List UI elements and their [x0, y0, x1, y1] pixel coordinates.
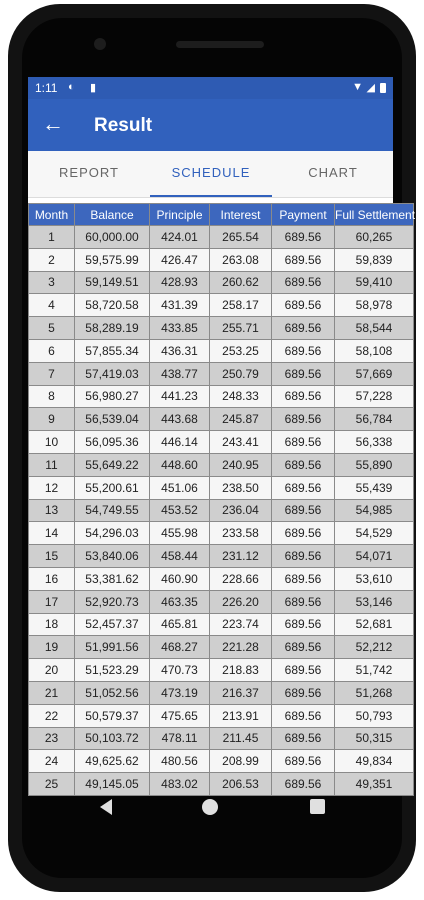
cell-month: 3	[29, 271, 75, 294]
cell-month: 9	[29, 408, 75, 431]
cell-balance: 58,720.58	[75, 294, 150, 317]
cell-interest: 228.66	[210, 567, 272, 590]
cell-payment: 689.56	[272, 453, 335, 476]
cell-interest: 255.71	[210, 317, 272, 340]
cell-month: 5	[29, 317, 75, 340]
cell-balance: 55,200.61	[75, 476, 150, 499]
cell-full-settlement: 49,834	[335, 750, 414, 773]
cell-payment: 689.56	[272, 681, 335, 704]
cell-month: 1	[29, 226, 75, 249]
cell-month: 16	[29, 567, 75, 590]
cell-month: 7	[29, 362, 75, 385]
cell-principle: 443.68	[150, 408, 210, 431]
cell-month: 15	[29, 545, 75, 568]
cell-interest: 208.99	[210, 750, 272, 773]
column-header-month: Month	[29, 204, 75, 226]
triangle-back-icon[interactable]	[100, 799, 112, 815]
cell-full-settlement: 58,978	[335, 294, 414, 317]
cell-balance: 51,052.56	[75, 681, 150, 704]
cell-interest: 213.91	[210, 704, 272, 727]
battery-icon	[380, 83, 386, 93]
cell-principle: 455.98	[150, 522, 210, 545]
cell-principle: 448.60	[150, 453, 210, 476]
cell-interest: 233.58	[210, 522, 272, 545]
cell-balance: 50,103.72	[75, 727, 150, 750]
cell-full-settlement: 59,839	[335, 248, 414, 271]
cell-payment: 689.56	[272, 294, 335, 317]
cell-month: 11	[29, 453, 75, 476]
cell-balance: 50,579.37	[75, 704, 150, 727]
cell-month: 13	[29, 499, 75, 522]
cell-month: 21	[29, 681, 75, 704]
cell-principle: 483.02	[150, 773, 210, 796]
tab-label: CHART	[308, 165, 358, 180]
cell-payment: 689.56	[272, 476, 335, 499]
cell-principle: 478.11	[150, 727, 210, 750]
cell-full-settlement: 59,410	[335, 271, 414, 294]
cell-principle: 436.31	[150, 339, 210, 362]
arrow-left-icon[interactable]: ←	[42, 111, 64, 136]
cell-month: 17	[29, 590, 75, 613]
cell-balance: 56,095.36	[75, 431, 150, 454]
cell-interest: 265.54	[210, 226, 272, 249]
table-row	[29, 226, 414, 249]
table-row	[29, 317, 414, 340]
table-header-row	[29, 204, 414, 226]
table-row	[29, 727, 414, 750]
cell-balance: 52,457.37	[75, 613, 150, 636]
cell-interest: 206.53	[210, 773, 272, 796]
cell-balance: 59,149.51	[75, 271, 150, 294]
tab-schedule[interactable]	[150, 151, 272, 197]
cell-payment: 689.56	[272, 317, 335, 340]
cell-month: 4	[29, 294, 75, 317]
cell-full-settlement: 54,071	[335, 545, 414, 568]
cell-principle: 433.85	[150, 317, 210, 340]
table-row	[29, 545, 414, 568]
cell-full-settlement: 56,338	[335, 431, 414, 454]
cell-full-settlement: 52,212	[335, 636, 414, 659]
cell-payment: 689.56	[272, 704, 335, 727]
cell-balance: 55,649.22	[75, 453, 150, 476]
cell-balance: 54,296.03	[75, 522, 150, 545]
front-camera	[94, 38, 106, 50]
cell-full-settlement: 57,228	[335, 385, 414, 408]
cell-full-settlement: 49,351	[335, 773, 414, 796]
cell-full-settlement: 54,985	[335, 499, 414, 522]
cell-interest: 258.17	[210, 294, 272, 317]
square-recents-icon[interactable]	[310, 799, 325, 814]
cell-interest: 238.50	[210, 476, 272, 499]
cell-month: 6	[29, 339, 75, 362]
cell-month: 2	[29, 248, 75, 271]
cell-principle: 426.47	[150, 248, 210, 271]
tab-label: REPORT	[59, 165, 119, 180]
status-bar	[28, 77, 393, 99]
cell-interest: 221.28	[210, 636, 272, 659]
table-row	[29, 681, 414, 704]
circle-home-icon[interactable]	[202, 799, 218, 815]
cell-full-settlement: 56,784	[335, 408, 414, 431]
cell-month: 10	[29, 431, 75, 454]
table-row	[29, 339, 414, 362]
cell-principle: 460.90	[150, 567, 210, 590]
tab-label: SCHEDULE	[171, 165, 251, 180]
table-row	[29, 248, 414, 271]
tab-chart[interactable]	[272, 151, 394, 197]
cell-interest: 253.25	[210, 339, 272, 362]
table-row	[29, 431, 414, 454]
cell-balance: 53,840.06	[75, 545, 150, 568]
cell-full-settlement: 57,669	[335, 362, 414, 385]
sync-icon: ◐	[68, 81, 75, 93]
cell-interest: 223.74	[210, 613, 272, 636]
cell-principle: 453.52	[150, 499, 210, 522]
cell-principle: 463.35	[150, 590, 210, 613]
cell-payment: 689.56	[272, 545, 335, 568]
cell-payment: 689.56	[272, 659, 335, 682]
tab-report[interactable]	[28, 151, 150, 197]
table-row	[29, 567, 414, 590]
cell-balance: 57,419.03	[75, 362, 150, 385]
cell-month: 8	[29, 385, 75, 408]
schedule-table	[28, 203, 414, 796]
cell-payment: 689.56	[272, 727, 335, 750]
cell-payment: 689.56	[272, 385, 335, 408]
cell-full-settlement: 51,268	[335, 681, 414, 704]
table-row	[29, 271, 414, 294]
cell-payment: 689.56	[272, 271, 335, 294]
cell-balance: 54,749.55	[75, 499, 150, 522]
cell-month: 23	[29, 727, 75, 750]
cell-interest: 226.20	[210, 590, 272, 613]
table-row	[29, 408, 414, 431]
cell-payment: 689.56	[272, 408, 335, 431]
cell-balance: 53,381.62	[75, 567, 150, 590]
cell-payment: 689.56	[272, 636, 335, 659]
cell-balance: 49,145.05	[75, 773, 150, 796]
cell-month: 12	[29, 476, 75, 499]
cell-full-settlement: 51,742	[335, 659, 414, 682]
cell-balance: 52,920.73	[75, 590, 150, 613]
table-row	[29, 590, 414, 613]
cell-month: 18	[29, 613, 75, 636]
system-nav-bar	[28, 785, 393, 831]
cell-principle: 431.39	[150, 294, 210, 317]
cell-payment: 689.56	[272, 522, 335, 545]
status-time: 1:11	[35, 81, 58, 95]
column-header-interest: Interest	[210, 204, 272, 226]
cell-balance: 59,575.99	[75, 248, 150, 271]
cell-principle: 446.14	[150, 431, 210, 454]
signal-icon: ◢	[366, 82, 375, 94]
cell-full-settlement: 53,610	[335, 567, 414, 590]
cell-full-settlement: 50,793	[335, 704, 414, 727]
cell-month: 20	[29, 659, 75, 682]
cell-payment: 689.56	[272, 590, 335, 613]
cell-month: 22	[29, 704, 75, 727]
column-header-full-settlement: Full Settlement	[335, 204, 414, 226]
column-header-principle: Principle	[150, 204, 210, 226]
cell-principle: 480.56	[150, 750, 210, 773]
cell-month: 24	[29, 750, 75, 773]
tab-bar	[28, 151, 393, 198]
cell-interest: 260.62	[210, 271, 272, 294]
cell-interest: 250.79	[210, 362, 272, 385]
cell-interest: 263.08	[210, 248, 272, 271]
cell-interest: 243.41	[210, 431, 272, 454]
cell-full-settlement: 55,439	[335, 476, 414, 499]
table-row	[29, 294, 414, 317]
cell-payment: 689.56	[272, 567, 335, 590]
cell-interest: 211.45	[210, 727, 272, 750]
cell-principle: 475.65	[150, 704, 210, 727]
cell-interest: 216.37	[210, 681, 272, 704]
cell-principle: 458.44	[150, 545, 210, 568]
table-row	[29, 659, 414, 682]
cell-payment: 689.56	[272, 750, 335, 773]
cell-interest: 248.33	[210, 385, 272, 408]
cell-balance: 60,000.00	[75, 226, 150, 249]
cell-month: 25	[29, 773, 75, 796]
cell-principle: 451.06	[150, 476, 210, 499]
cell-balance: 57,855.34	[75, 339, 150, 362]
table-row	[29, 476, 414, 499]
table-row	[29, 362, 414, 385]
cell-full-settlement: 58,544	[335, 317, 414, 340]
cell-principle: 441.23	[150, 385, 210, 408]
table-row	[29, 636, 414, 659]
cell-balance: 49,625.62	[75, 750, 150, 773]
wifi-icon: ▼	[352, 81, 363, 93]
cell-principle: 468.27	[150, 636, 210, 659]
column-header-balance: Balance	[75, 204, 150, 226]
cell-payment: 689.56	[272, 499, 335, 522]
cell-balance: 51,991.56	[75, 636, 150, 659]
cell-payment: 689.56	[272, 431, 335, 454]
cell-full-settlement: 55,890	[335, 453, 414, 476]
app-screen	[28, 77, 416, 792]
cell-full-settlement: 53,146	[335, 590, 414, 613]
cell-principle: 470.73	[150, 659, 210, 682]
cell-interest: 218.83	[210, 659, 272, 682]
cell-payment: 689.56	[272, 773, 335, 796]
table-row	[29, 385, 414, 408]
cell-payment: 689.56	[272, 226, 335, 249]
table-row	[29, 453, 414, 476]
table-row	[29, 704, 414, 727]
cell-interest: 231.12	[210, 545, 272, 568]
cell-payment: 689.56	[272, 362, 335, 385]
column-header-payment: Payment	[272, 204, 335, 226]
cell-principle: 438.77	[150, 362, 210, 385]
cell-interest: 236.04	[210, 499, 272, 522]
tab-indicator	[150, 195, 272, 197]
table-row	[29, 522, 414, 545]
table-row	[29, 750, 414, 773]
app-bar	[28, 99, 393, 151]
cell-full-settlement: 60,265	[335, 226, 414, 249]
cell-principle: 473.19	[150, 681, 210, 704]
cell-month: 19	[29, 636, 75, 659]
earpiece-speaker	[176, 41, 264, 48]
cell-interest: 245.87	[210, 408, 272, 431]
sd-card-icon: ▮	[90, 82, 97, 94]
cell-balance: 51,523.29	[75, 659, 150, 682]
cell-principle: 428.93	[150, 271, 210, 294]
cell-principle: 424.01	[150, 226, 210, 249]
cell-full-settlement: 58,108	[335, 339, 414, 362]
cell-payment: 689.56	[272, 248, 335, 271]
cell-month: 14	[29, 522, 75, 545]
cell-balance: 58,289.19	[75, 317, 150, 340]
page-title: Result	[94, 115, 153, 136]
table-row	[29, 613, 414, 636]
cell-interest: 240.95	[210, 453, 272, 476]
cell-payment: 689.56	[272, 339, 335, 362]
schedule-table-container[interactable]	[28, 203, 416, 792]
cell-full-settlement: 54,529	[335, 522, 414, 545]
cell-principle: 465.81	[150, 613, 210, 636]
cell-payment: 689.56	[272, 613, 335, 636]
cell-balance: 56,980.27	[75, 385, 150, 408]
cell-full-settlement: 52,681	[335, 613, 414, 636]
cell-balance: 56,539.04	[75, 408, 150, 431]
table-row	[29, 499, 414, 522]
cell-full-settlement: 50,315	[335, 727, 414, 750]
